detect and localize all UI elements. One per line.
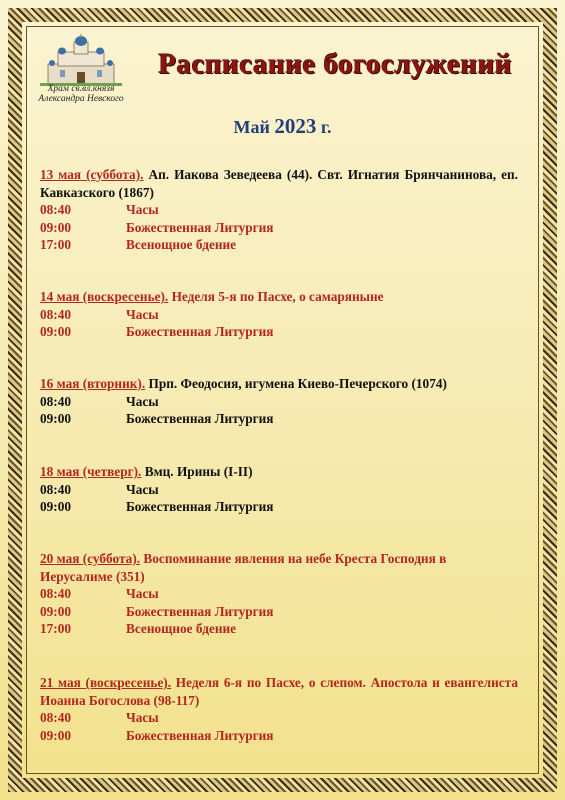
service-time: 08:40 xyxy=(40,393,72,409)
church-icon xyxy=(40,34,122,86)
day-entry xyxy=(40,166,518,254)
service-row xyxy=(40,323,518,341)
day-date: 13 мая (суббота). xyxy=(40,167,144,182)
day-saints: Прп. Феодосия, игумена Киево-Печерского (1074) xyxy=(145,376,447,391)
day-entry xyxy=(40,288,518,341)
day-entry xyxy=(40,375,518,428)
service-row xyxy=(40,498,518,516)
logo-caption-line2: Александра Невского xyxy=(38,94,124,104)
service-row xyxy=(40,410,518,428)
service-name: Божественная Литургия xyxy=(126,324,274,339)
service-row xyxy=(40,603,518,621)
year-suffix: г. xyxy=(320,117,332,137)
service-name: Часы xyxy=(126,481,159,497)
service-time: 08:40 xyxy=(40,306,72,322)
logo-caption xyxy=(30,84,132,104)
day-saints: Воспоминание явления на небе Креста Господня в Иерусалиме (351) xyxy=(40,551,447,584)
day-heading xyxy=(40,375,518,393)
service-name: Божественная Литургия xyxy=(126,499,274,514)
service-time: 09:00 xyxy=(40,411,72,426)
month-label: Май xyxy=(233,117,270,137)
day-date: 21 мая (воскресенье). xyxy=(40,675,172,690)
service-row xyxy=(40,393,518,411)
church-logo xyxy=(30,34,132,110)
service-time: 08:40 xyxy=(40,710,72,725)
year-label: 2023 xyxy=(274,114,317,138)
service-row xyxy=(40,201,518,219)
service-name: Часы xyxy=(126,710,159,725)
day-saints: Неделя 5-я по Пасхе, о самаряныне xyxy=(168,289,384,304)
service-time: 17:00 xyxy=(40,237,72,252)
day-date: 20 мая (суббота). xyxy=(40,551,141,566)
day-saints: Ап. Иакова Зеведеева (44). Свт. Игнатия Брянчанинова, еп. Кавказского (1867) xyxy=(40,167,518,200)
logo-caption-line1: Храм св.вл.князя xyxy=(47,84,115,94)
day-saints: Неделя 6-я по Пасхе, о слепом. Апостола и евангелиста Иоанна Богослова (98-117) xyxy=(40,675,518,708)
service-row xyxy=(40,620,518,638)
day-date: 14 мая (воскресенье). xyxy=(40,289,169,304)
service-row xyxy=(40,219,518,237)
service-name: Всенощное бдение xyxy=(126,237,237,252)
service-time: 09:00 xyxy=(40,603,72,619)
day-entry xyxy=(40,550,518,638)
service-name: Всенощное бдение xyxy=(126,621,237,636)
service-time: 17:00 xyxy=(40,621,72,636)
day-heading xyxy=(40,674,518,709)
day-heading xyxy=(40,550,518,585)
day-date: 16 мая (вторник). xyxy=(40,376,146,391)
day-entry xyxy=(40,674,518,744)
service-row xyxy=(40,306,518,324)
service-name: Часы xyxy=(126,393,159,409)
service-name: Часы xyxy=(126,306,159,322)
service-name: Божественная Литургия xyxy=(126,411,274,426)
day-entry xyxy=(40,463,518,516)
service-time: 08:40 xyxy=(40,481,72,497)
service-name: Божественная Литургия xyxy=(126,603,274,619)
day-heading xyxy=(40,463,518,481)
service-time: 09:00 xyxy=(40,499,72,514)
month-heading xyxy=(0,114,565,139)
service-row xyxy=(40,709,518,727)
service-time: 08:40 xyxy=(40,202,72,217)
service-name: Божественная Литургия xyxy=(126,727,274,743)
day-date: 18 мая (четверг). xyxy=(40,464,142,479)
service-row xyxy=(40,727,518,745)
service-name: Часы xyxy=(126,202,159,217)
service-row xyxy=(40,585,518,603)
service-name: Божественная Литургия xyxy=(126,219,274,235)
service-row xyxy=(40,481,518,499)
service-time: 09:00 xyxy=(40,219,72,235)
service-name: Часы xyxy=(126,586,159,601)
service-time: 09:00 xyxy=(40,727,72,743)
service-row xyxy=(40,236,518,254)
day-heading xyxy=(40,288,518,306)
day-heading xyxy=(40,166,518,201)
page-title: Расписание богослужений xyxy=(158,48,512,80)
service-time: 09:00 xyxy=(40,324,72,339)
day-saints: Вмц. Ирины (I-II) xyxy=(141,464,253,479)
service-time: 08:40 xyxy=(40,586,72,601)
